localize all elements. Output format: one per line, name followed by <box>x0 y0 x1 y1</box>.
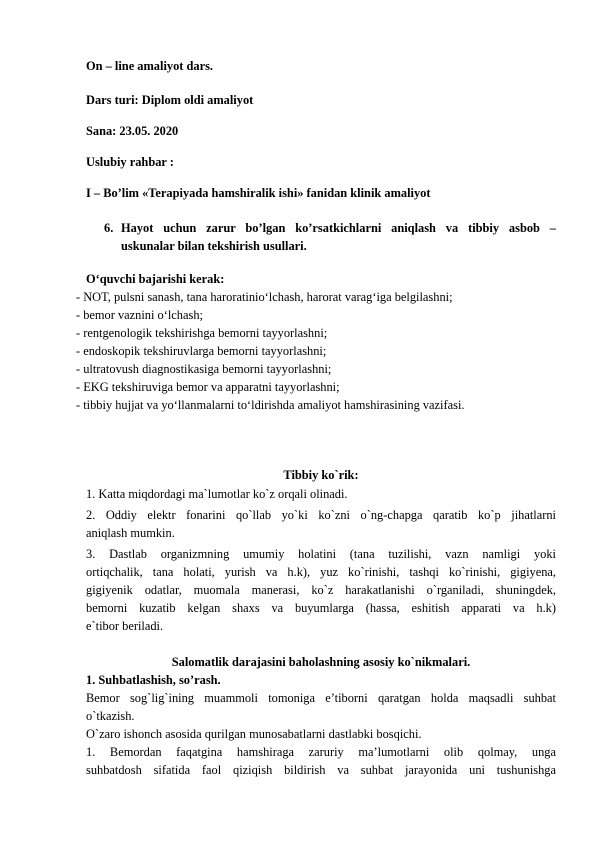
task-item: - endoskopik tekshiruvlarga bemorni tayyorlashni; <box>76 344 327 358</box>
lesson-type-title: On – line amaliyot dars. <box>86 59 214 73</box>
topic-number: 6. <box>104 221 114 235</box>
task-item: - NOT, pulsni sanash, tana haroratinio‘lchash, harorat varag‘iga belgilashni; <box>76 290 453 304</box>
tibbiy-item-3-line-1: 3. Dastlab organizmning umumiy holatini (tana tuzilishi, vazn namligi yoki <box>86 547 556 561</box>
task-item: - EKG tekshiruviga bemor va apparatni tayyorlashni; <box>76 380 340 394</box>
salomatlik-paragraph-3-line-2: suhbatdosh sifatida faol qiziqish bildirish va suhbat jarayonida uni tushunishga <box>86 763 556 777</box>
tibbiy-item-3-line-3: gigiyenik odatlar, muomala manerasi, ko`z harakatlanishi o`rganiladi, shuningdek, <box>86 583 556 597</box>
section-title: I – Bo’lim «Terapiyada hamshiralik ishi» fanidan klinik amaliyot <box>86 186 431 200</box>
salomatlik-paragraph-2: O`zaro ishonch asosida qurilgan munosabatlarni dastlabki bosqichi. <box>86 727 422 741</box>
lesson-kind: Dars turi: Diplom oldi amaliyot <box>86 93 254 107</box>
salomatlik-paragraph-1-line-1: Bemor sog`lig`ining muammoli tomoniga e’tiborni qaratgan holda maqsadli suhbat <box>86 691 556 705</box>
salomatlik-paragraph-1-line-2: o`tkazish. <box>86 709 135 723</box>
tibbiy-item-3-line-5: e`tibor beriladi. <box>86 619 164 633</box>
tibbiy-item-1: 1. Katta miqdordagi ma`lumotlar ko`z orqali olinadi. <box>86 487 348 501</box>
tibbiy-korik-heading: Tibbiy ko`rik: <box>283 468 359 482</box>
task-item: - ultratovush diagnostikasiga bemorni tayyorlashni; <box>76 362 332 376</box>
supervisor: Uslubiy rahbar : <box>86 155 174 169</box>
salomatlik-subheading: 1. Suhbatlashish, so’rash. <box>86 673 221 687</box>
salomatlik-heading: Salomatlik darajasini baholashning asosiy ko`nikmalari. <box>171 655 471 669</box>
topic-line-1: Hayot uchun zarur bo’lgan ko’rsatkichlarni aniqlash va tibbiy asbob – <box>121 221 556 235</box>
lesson-date: Sana: 23.05. 2020 <box>86 124 179 138</box>
task-item: - tibbiy hujjat va yo‘llanmalarni to‘ldirishda amaliyot hamshirasining vazifasi. <box>76 398 465 412</box>
topic-line-2: uskunalar bilan tekshirish usullari. <box>121 239 307 253</box>
salomatlik-paragraph-3-line-1: 1. Bemordan faqatgina hamshiraga zaruriy ma’lumotlarni olib qolmay, unga <box>86 745 556 759</box>
task-item: - rentgenologik tekshirishga bemorni tayyorlashni; <box>76 326 328 340</box>
tibbiy-item-3-line-2: ortiqchalik, tana holati, yurish va h.k), yuz ko`rinishi, tashqi ko`rinishi, gigiyena, <box>86 565 556 579</box>
tibbiy-item-3-line-4: bemorni kuzatib kelgan shaxs va buyumlarga (hassa, eshitish apparati va h.k) <box>86 601 556 615</box>
tibbiy-item-2-line-2: aniqlash mumkin. <box>86 526 175 540</box>
tasks-heading: O‘quvchi bajarishi kerak: <box>86 272 225 286</box>
tibbiy-item-2-line-1: 2. Oddiy elektr fonarini qo`llab yo`ki ko`zni o`ng-chapga qaratib ko`p jihatlarni <box>86 508 556 522</box>
task-item: - bemor vaznini o‘lchash; <box>76 308 203 322</box>
